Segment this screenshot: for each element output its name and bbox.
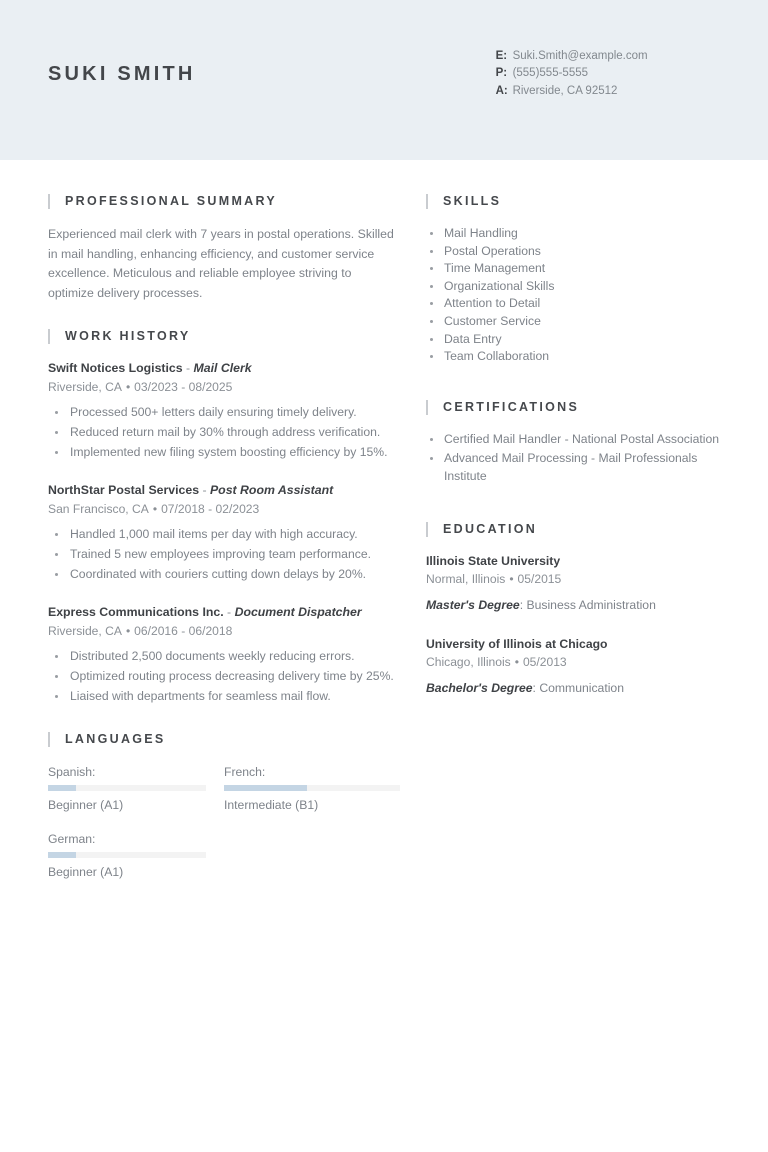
list-item: Team Collaboration: [426, 348, 720, 366]
resume-header: [0, 0, 768, 160]
language-progress-fill: [48, 785, 76, 791]
accent-bar-icon: [426, 400, 428, 415]
job-separator: -: [223, 605, 235, 619]
skills-list: [426, 225, 720, 366]
job-meta: [48, 622, 400, 640]
work-history-entry: [48, 604, 400, 706]
section-heading: [48, 732, 400, 747]
job-company: NorthStar Postal Services: [48, 483, 200, 497]
education-degree: [426, 596, 720, 614]
language-progress-fill: [48, 852, 76, 858]
list-item: Data Entry: [426, 331, 720, 349]
list-item: Optimized routing process decreasing delivery time by 25%.: [48, 667, 400, 686]
education-degree-label: Bachelor's Degree: [426, 680, 533, 695]
job-dates: 06/2016 - 06/2018: [134, 624, 233, 638]
contact-row-email: [496, 48, 648, 66]
list-item: Certified Mail Handler - National Postal Association: [426, 431, 720, 449]
language-level: Intermediate (B1): [224, 798, 319, 812]
language-progress-track: [48, 852, 206, 858]
job-location: Riverside, CA: [48, 624, 122, 638]
job-company: Express Communications Inc.: [48, 605, 224, 619]
job-role: Document Dispatcher: [234, 605, 362, 619]
job-bullet-list: [48, 647, 400, 706]
education-meta: [426, 570, 720, 588]
list-item: Implemented new filing system boosting efficiency by 15%.: [48, 443, 400, 462]
list-item: Liaised with departments for seamless mail flow.: [48, 687, 400, 706]
list-item: Distributed 2,500 documents weekly reducing errors.: [48, 647, 400, 666]
language-item: [48, 830, 224, 881]
job-location: San Francisco, CA: [48, 502, 149, 516]
resume-body: [0, 160, 768, 923]
bullet-separator-icon: •: [509, 571, 514, 586]
section-heading: [426, 400, 720, 415]
list-item: Mail Handling: [426, 225, 720, 243]
education-school: University of Illinois at Chicago: [426, 636, 608, 651]
bullet-separator-icon: •: [152, 502, 158, 516]
list-item: Time Management: [426, 260, 720, 278]
language-grid: [48, 763, 400, 897]
language-item: [48, 763, 224, 814]
right-column: [426, 194, 720, 723]
left-column: [48, 194, 426, 923]
job-meta: [48, 500, 400, 518]
education-degree-field: : Communication: [532, 680, 624, 695]
job-role: Mail Clerk: [193, 361, 252, 375]
job-meta: [48, 378, 400, 396]
section-skills: [426, 194, 720, 366]
bullet-separator-icon: •: [514, 654, 519, 669]
job-title-line: [48, 482, 400, 499]
work-history-entry: [48, 360, 400, 462]
education-date: 05/2013: [522, 654, 567, 669]
section-professional-summary: [48, 194, 400, 303]
section-title-skills: SKILLS: [443, 194, 502, 209]
job-title-line: [48, 360, 400, 377]
language-name: Spanish:: [48, 765, 96, 779]
list-item: Reduced return mail by 30% through address verification.: [48, 423, 400, 442]
list-item: Handled 1,000 mail items per day with high accuracy.: [48, 525, 400, 544]
education-location: Chicago, Illinois: [426, 654, 511, 669]
job-dates: 03/2023 - 08/2025: [134, 380, 233, 394]
list-item: Trained 5 new employees improving team performance.: [48, 545, 400, 564]
section-work-history: [48, 329, 400, 706]
language-name: French:: [224, 765, 266, 779]
language-item: [224, 763, 400, 814]
job-separator: -: [199, 483, 210, 497]
education-date: 05/2015: [517, 571, 562, 586]
job-bullet-list: [48, 525, 400, 584]
section-title-professional-summary: PROFESSIONAL SUMMARY: [65, 194, 277, 209]
accent-bar-icon: [48, 329, 50, 344]
contact-phone-value: (555)555-5555: [512, 67, 589, 80]
section-heading: [48, 329, 400, 344]
education-meta: [426, 653, 720, 671]
job-role: Post Room Assistant: [209, 483, 334, 497]
bullet-separator-icon: •: [125, 380, 131, 394]
contact-block: [496, 48, 648, 101]
list-item: Coordinated with couriers cutting down delays by 20%.: [48, 565, 400, 584]
section-title-education: EDUCATION: [443, 521, 538, 536]
accent-bar-icon: [48, 194, 50, 209]
language-progress-fill: [224, 785, 307, 791]
section-heading: [426, 194, 720, 209]
section-heading: [426, 522, 720, 537]
list-item: Processed 500+ letters daily ensuring timely delivery.: [48, 403, 400, 422]
section-title-certifications: CERTIFICATIONS: [443, 400, 580, 414]
list-item: Customer Service: [426, 313, 720, 331]
phone-icon: P:: [495, 67, 508, 80]
language-progress-track: [48, 785, 206, 791]
section-education: [426, 522, 720, 697]
education-degree-field: : Business Administration: [519, 597, 656, 612]
education-school: Illinois State University: [426, 553, 561, 568]
work-history-entry: [48, 482, 400, 584]
section-heading: [48, 194, 400, 209]
contact-email-value: Suki.Smith@example.com: [512, 49, 648, 62]
section-certifications: [426, 400, 720, 486]
education-degree: [426, 679, 720, 697]
education-degree-label: Master's Degree: [426, 597, 520, 612]
contact-row-phone: [496, 65, 648, 83]
bullet-separator-icon: •: [125, 624, 131, 638]
contact-row-address: [496, 83, 648, 101]
list-item: Advanced Mail Processing - Mail Professionals Institute: [426, 450, 720, 485]
candidate-name: SUKI SMITH: [48, 62, 196, 85]
accent-bar-icon: [426, 522, 428, 537]
list-item: Attention to Detail: [426, 295, 720, 313]
section-title-languages: LANGUAGES: [65, 732, 166, 747]
language-name: German:: [48, 832, 96, 846]
education-entry: [426, 636, 720, 697]
job-location: Riverside, CA: [48, 380, 122, 394]
job-title-line: [48, 604, 400, 621]
email-icon: E:: [495, 49, 508, 62]
education-entry: [426, 553, 720, 614]
professional-summary-text: Experienced mail clerk with 7 years in postal operations. Skilled in mail handling, enhancing efficiency, and customer service excellence. Meticulous and reliable employee striving to optimize delivery processes.: [48, 227, 394, 300]
language-level: Beginner (A1): [48, 798, 124, 812]
education-location: Normal, Illinois: [426, 571, 506, 586]
section-languages: [48, 732, 400, 897]
accent-bar-icon: [426, 194, 428, 209]
list-item: Postal Operations: [426, 243, 720, 261]
job-separator: -: [182, 361, 194, 375]
contact-address-value: Riverside, CA 92512: [512, 84, 618, 97]
job-dates: 07/2018 - 02/2023: [161, 502, 260, 516]
address-icon: A:: [495, 84, 508, 97]
language-level: Beginner (A1): [48, 865, 124, 879]
job-company: Swift Notices Logistics: [48, 361, 183, 375]
certifications-list: [426, 431, 720, 486]
accent-bar-icon: [48, 732, 50, 747]
section-title-work-history: WORK HISTORY: [65, 329, 191, 344]
list-item: Organizational Skills: [426, 278, 720, 296]
job-bullet-list: [48, 403, 400, 462]
language-progress-track: [224, 785, 400, 791]
